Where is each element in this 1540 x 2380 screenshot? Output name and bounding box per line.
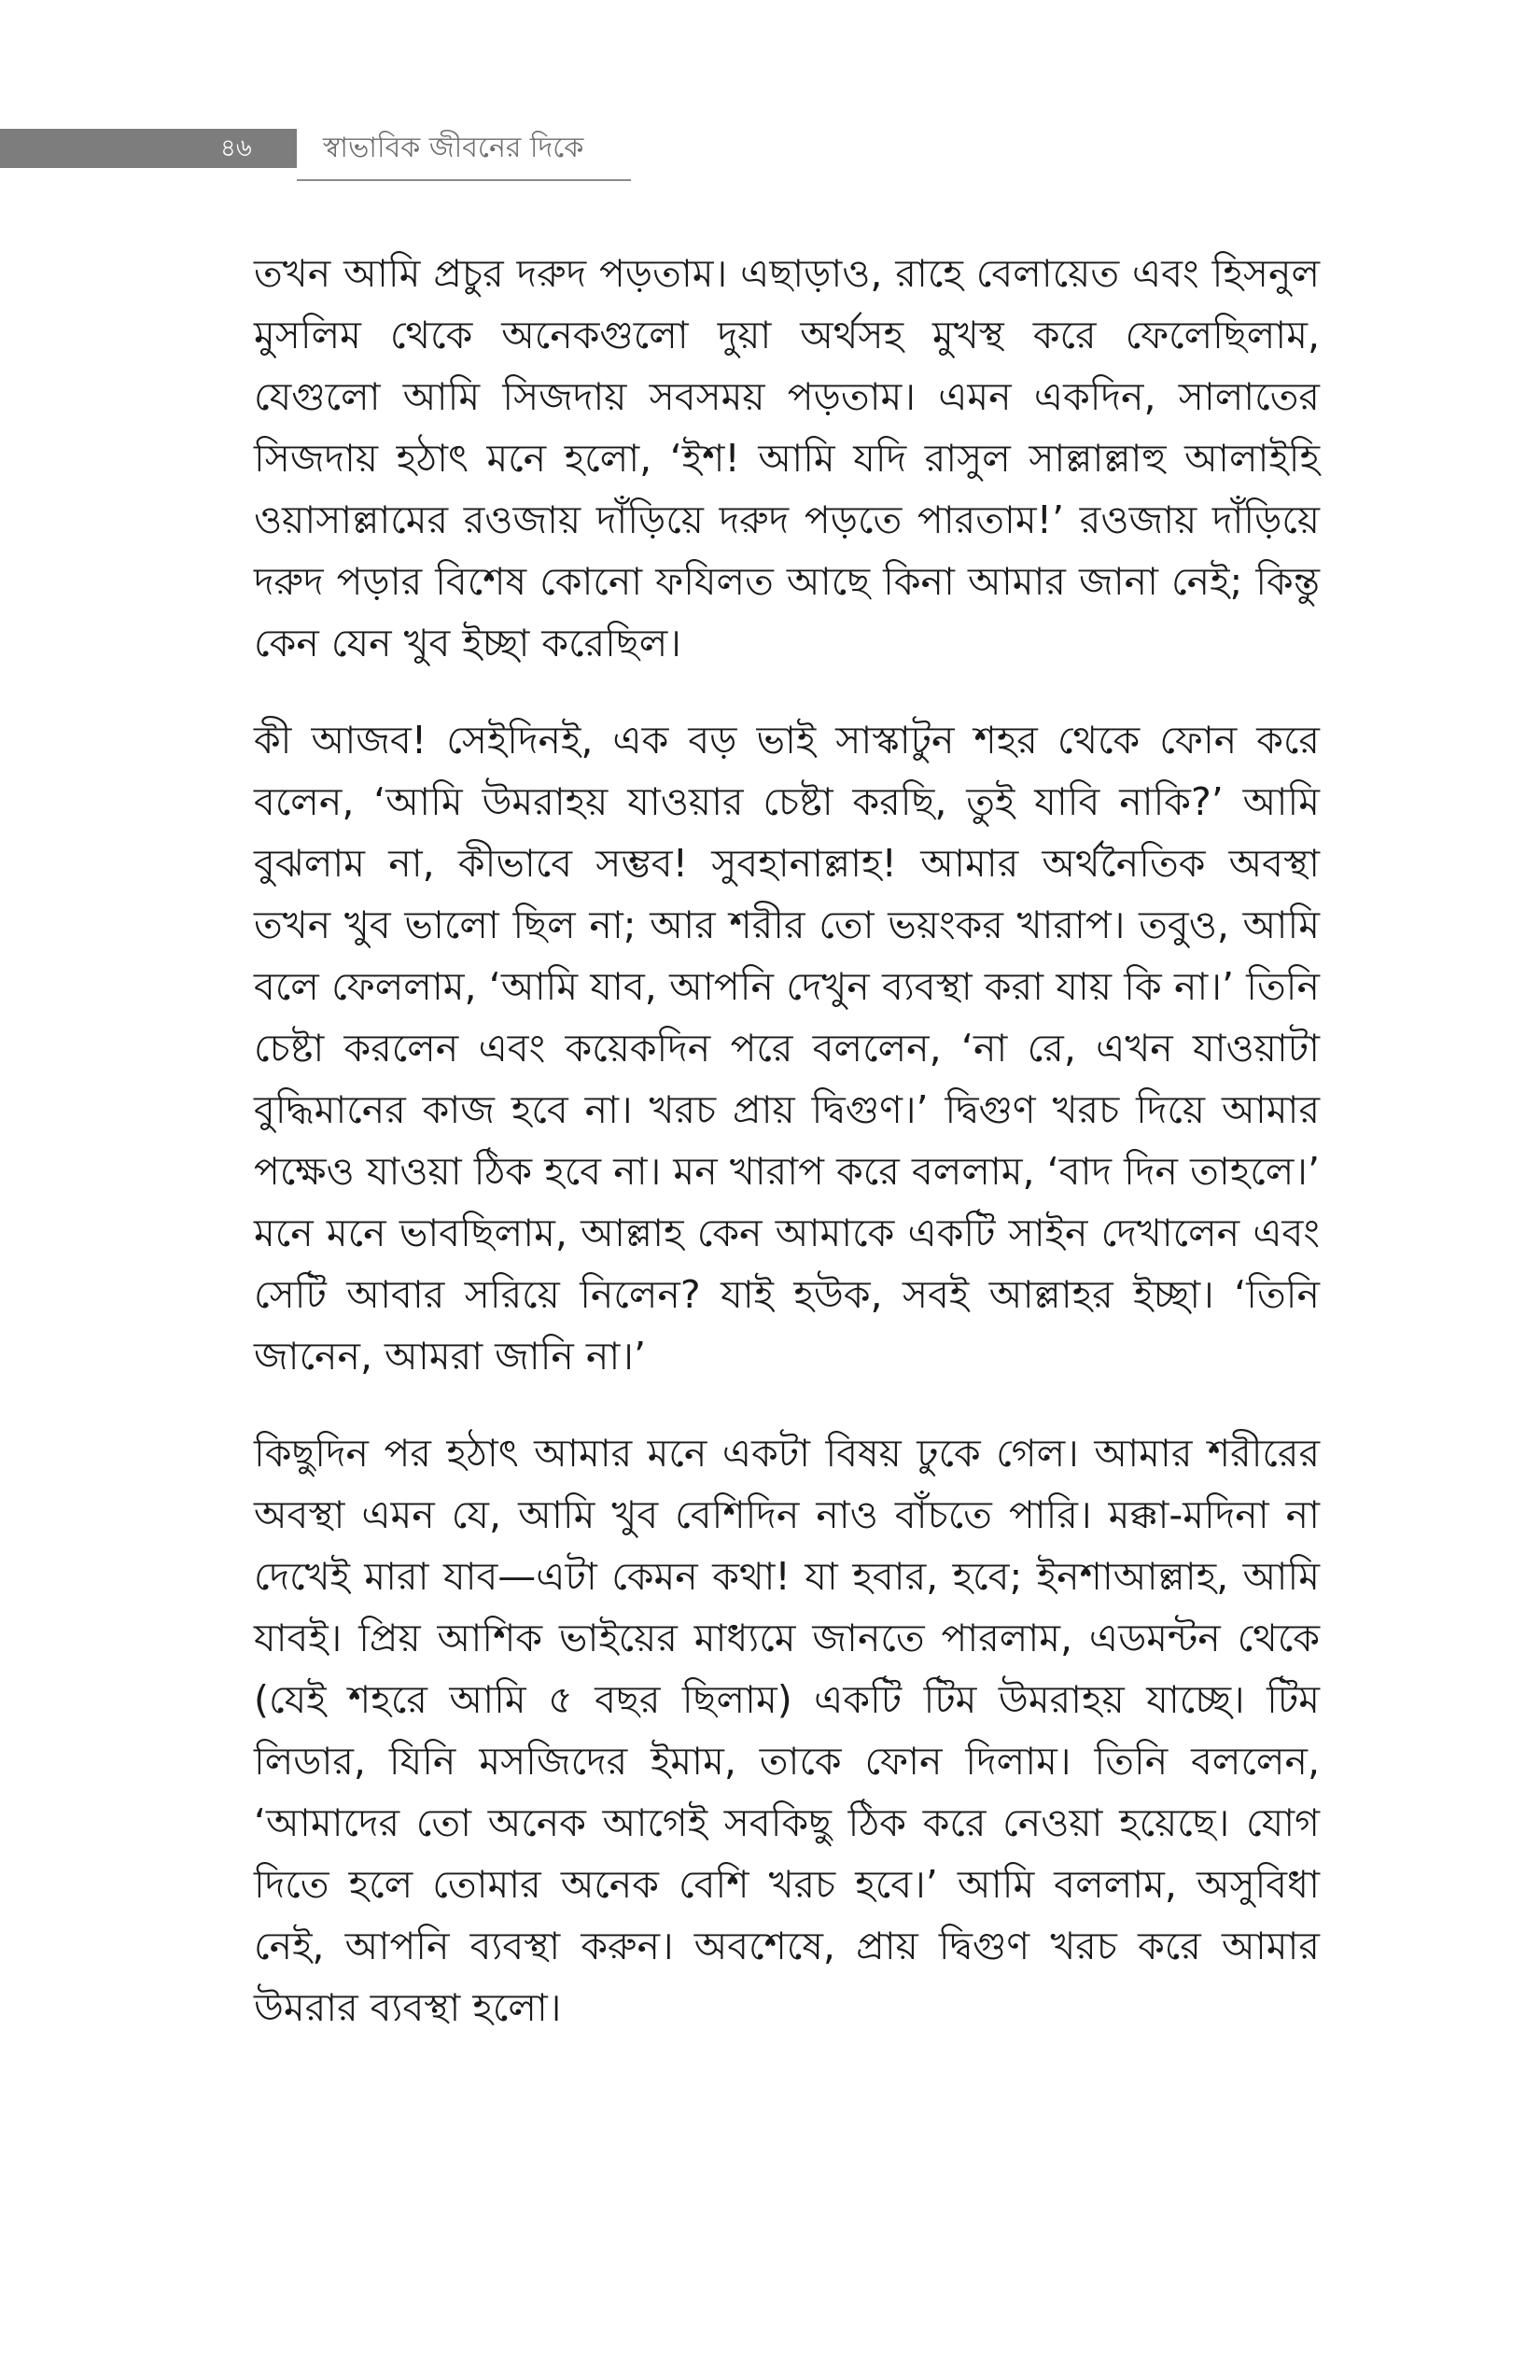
header-bar [0, 129, 297, 168]
page-number: ৪৬ [220, 134, 252, 162]
running-title: স্বাভাবিক জীবনের দিকে [323, 132, 584, 164]
header-divider [297, 179, 631, 181]
body-text [254, 243, 1320, 2074]
paragraph-3: কিছুদিন পর হঠাৎ আমার মনে একটা বিষয় ঢুকে গেল। আমার শরীরের অবস্থা এমন যে, আমি খুব বেশিদিন নাও বাঁচতে পারি। মক্কা-মদিনা না দেখেই মারা যাব—এটা কেমন কথা! যা হবার, হবে; ইনশাআল্লাহ, আমি যাবই। প্রিয় আশিক ভাইয়ের মাধ্যমে জানতে পারলাম, এডমন্টন থেকে (যেই শহরে আমি ৫ বছর ছিলাম) একটি টিম উমরাহয় যাচ্ছে। টিম লিডার, যিনি মসজিদের ইমাম, তাকে ফোন দিলাম। তিনি বললেন, ‘আমাদের তো অনেক আগেই সবকিছু ঠিক করে নেওয়া হয়েছে। যোগ দিতে হলে তোমার অনেক বেশি খরচ হবে।’ আমি বললাম, অসুবিধা নেই, আপনি ব্যবস্থা করুন। অবশেষে, প্রায় দ্বিগুণ খরচ করে আমার উমরার ব্যবস্থা হলো। [254, 1431, 1320, 2030]
paragraph-2: কী আজব! সেইদিনই, এক বড় ভাই সাস্কাটুন শহর থেকে ফোন করে বলেন, ‘আমি উমরাহয় যাওয়ার চেষ্টা করছি, তুই যাবি নাকি?’ আমি বুঝলাম না, কীভাবে সম্ভব! সুবহানাল্লাহ! আমার অর্থনৈতিক অবস্থা তখন খুব ভালো ছিল না; আর শরীর তো ভয়ংকর খারাপ। তবুও, আমি বলে ফেললাম, ‘আমি যাব, আপনি দেখুন ব্যবস্থা করা যায় কি না।’ তিনি চেষ্টা করলেন এবং কয়েকদিন পরে বললেন, ‘না রে, এখন যাওয়াটা বুদ্ধিমানের কাজ হবে না। খরচ প্রায় দ্বিগুণ।’ দ্বিগুণ খরচ দিয়ে আমার পক্ষেও যাওয়া ঠিক হবে না। মন খারাপ করে বললাম, ‘বাদ দিন তাহলে।’ মনে মনে ভাবছিলাম, আল্লাহ কেন আমাকে একটি সাইন দেখালেন এবং সেটি আবার সরিয়ে নিলেন? যাই হউক, সবই আল্লাহর ইচ্ছা। ‘তিনি জানেন, আমরা জানি না।’ [254, 718, 1320, 1379]
paragraph-1: তখন আমি প্রচুর দরুদ পড়তাম। এছাড়াও, রাহে বেলায়েত এবং হিসনুল মুসলিম থেকে অনেকগুলো দুয়া অর্থসহ মুখস্থ করে ফেলেছিলাম, যেগুলো আমি সিজদায় সবসময় পড়তাম। এমন একদিন, সালাতের সিজদায় হঠাৎ মনে হলো, ‘ইশ! আমি যদি রাসুল সাল্লাল্লাহু আলাইহি ওয়াসাল্লামের রওজায় দাঁড়িয়ে দরুদ পড়তে পারতাম!’ রওজায় দাঁড়িয়ে দরুদ পড়ার বিশেষ কোনো ফযিলত আছে কিনা আমার জানা নেই; কিন্তু কেন যেন খুব ইচ্ছা করেছিল। [254, 251, 1320, 665]
